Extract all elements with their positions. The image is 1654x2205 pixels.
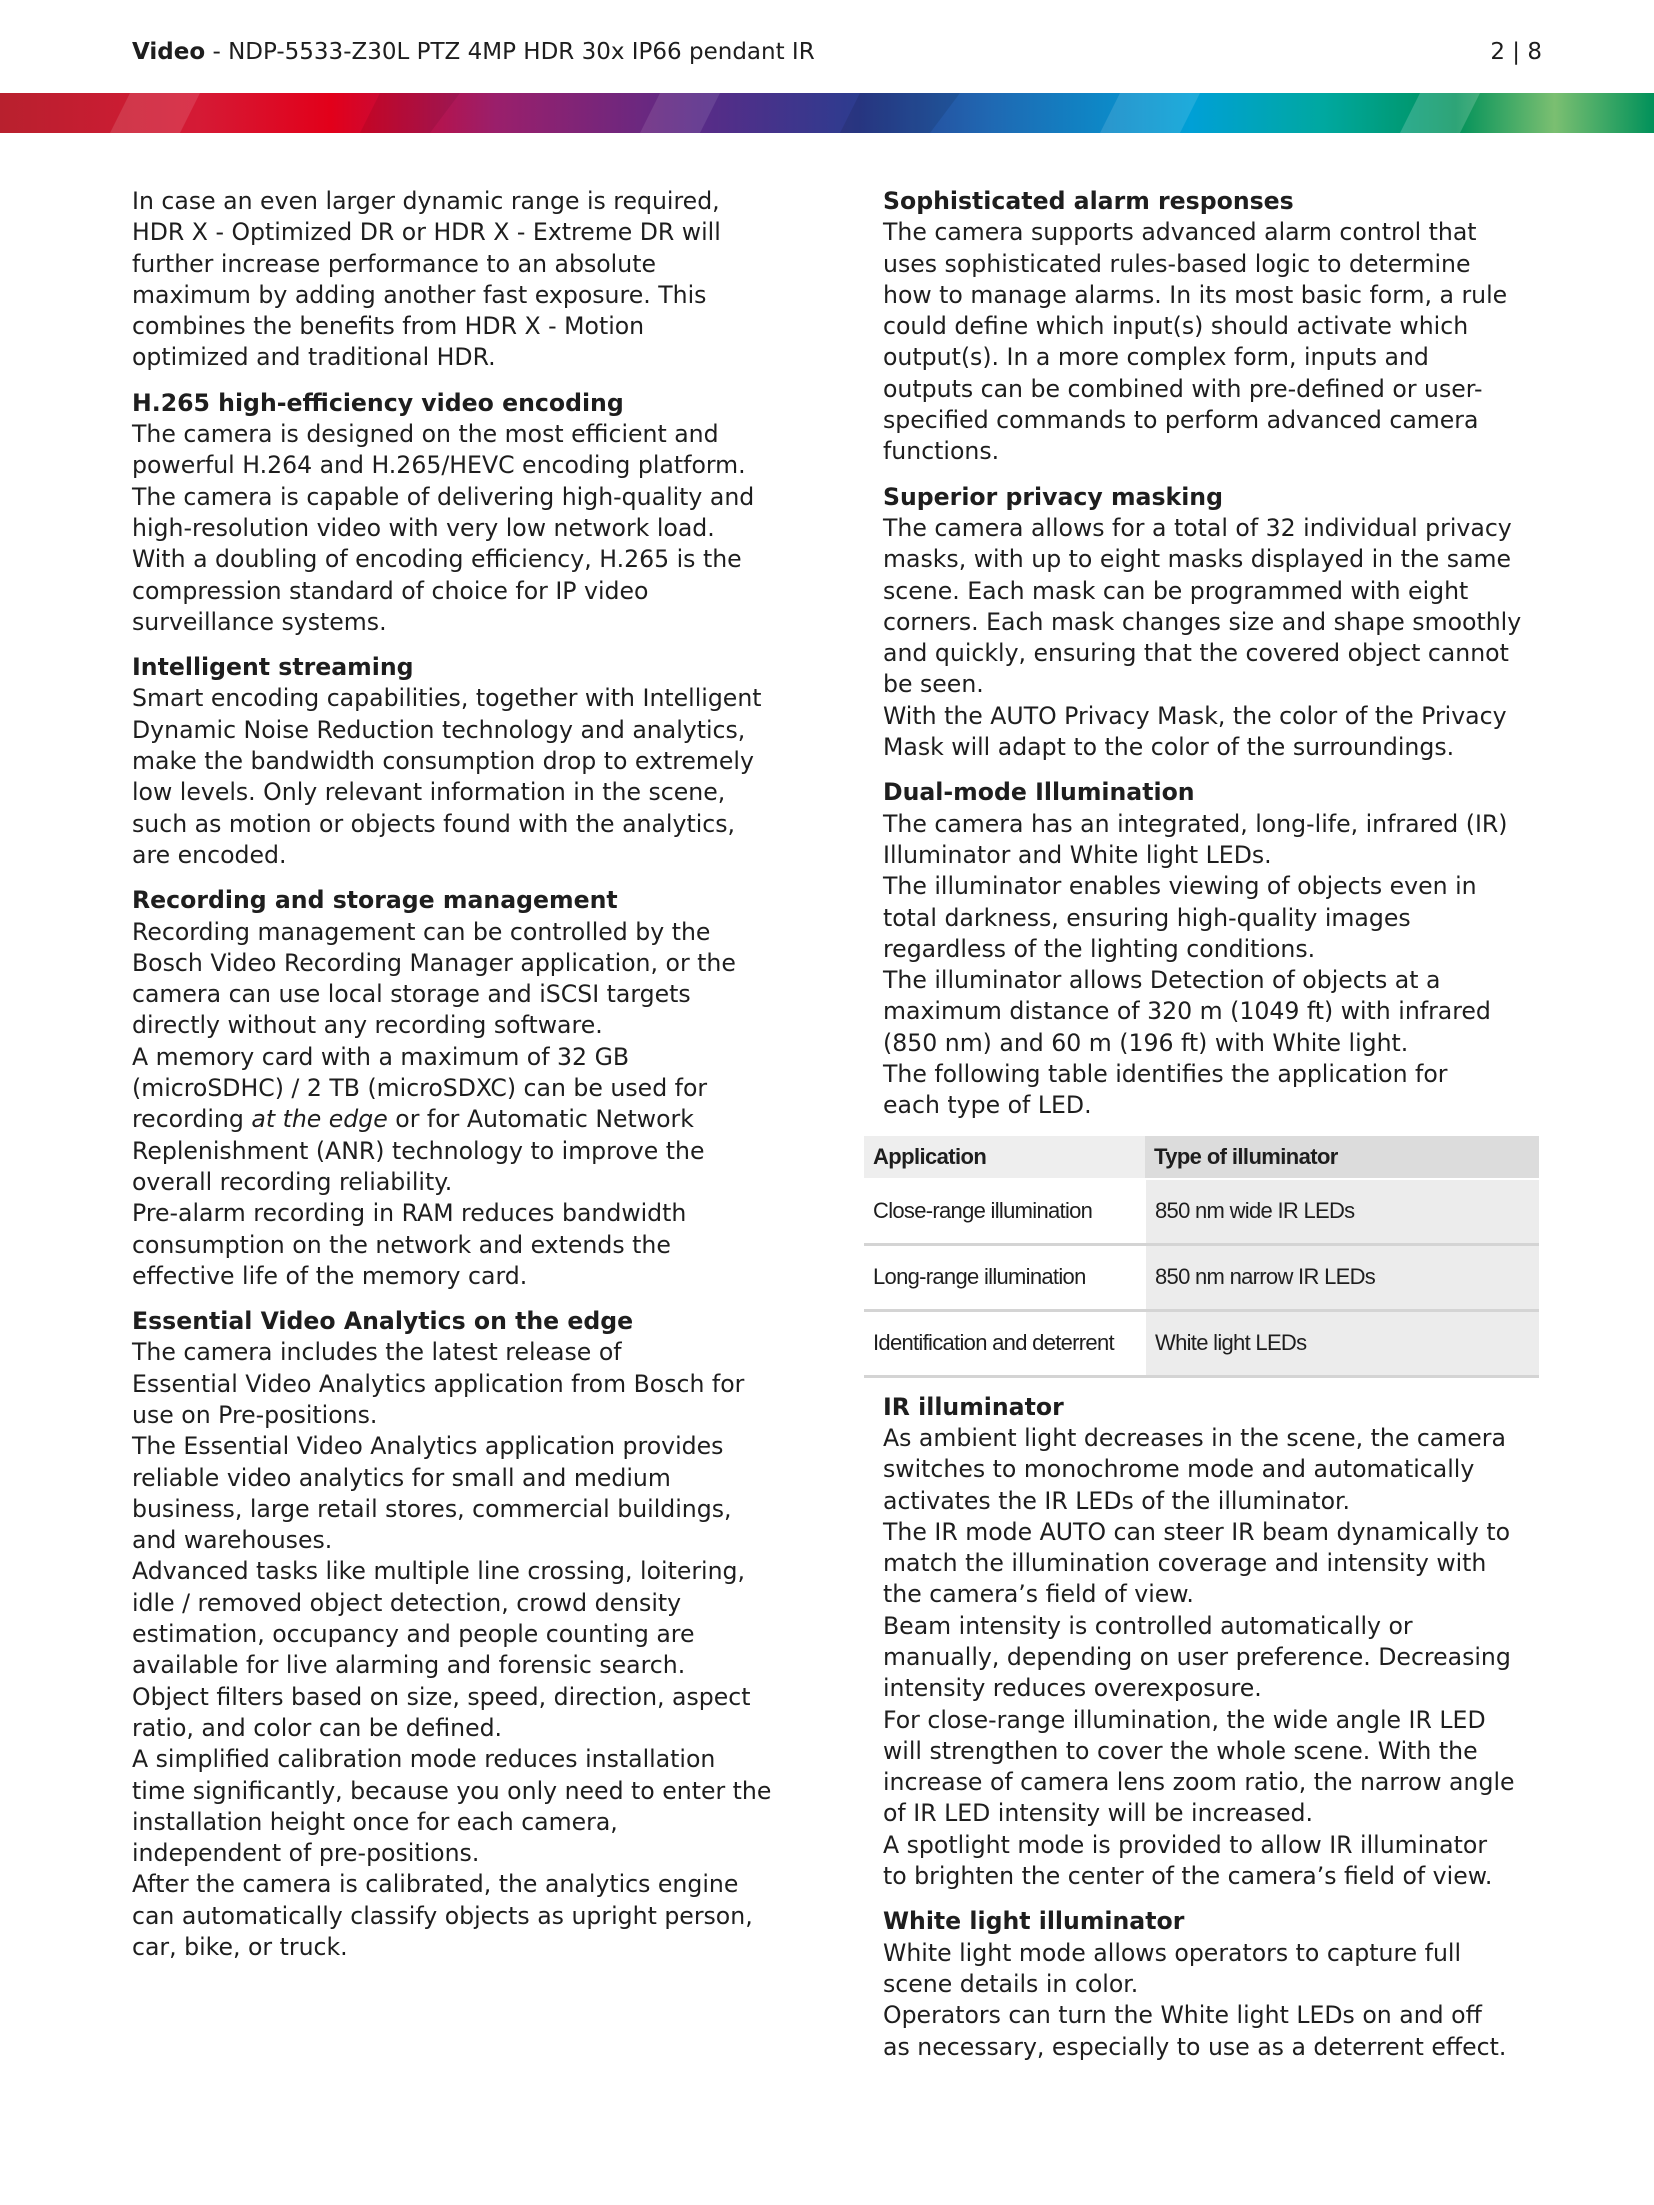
streaming-heading: Intelligent streaming (132, 653, 414, 682)
white-light-heading: White light illuminator (883, 1907, 1185, 1936)
recording-body-1: Recording management can be controlled by the Bosch Video Recording Manager application, or the camera can use local storage and iSCSI targets directly without any recording software. A memory card with a maximum of 32 GB (microSDHC) / 2 TB (microSDXC) can be used for recording (132, 917, 736, 1134)
privacy-heading: Superior privacy masking (883, 482, 1223, 511)
header-section: Video (132, 39, 206, 65)
eva-section (132, 1306, 812, 1963)
eva-heading: Essential Video Analytics on the edge (132, 1307, 634, 1336)
h265-section (132, 388, 812, 638)
table-row (864, 1244, 1539, 1310)
right-column (873, 186, 1543, 2077)
recording-body-2: or for Automatic Network Replenishment (ANR) technology to improve the overall recording reliability. Pre-alarm recording in RAM reduces bandwidth consumption on the network and extends the effective life of the memory card. (132, 1105, 705, 1290)
ir-body: As ambient light decreases in the scene, the camera switches to monochrome mode and automatically activates the IR LEDs of the illuminator. The IR mode AUTO can steer IR beam dynamically to match the illumination coverage and intensity with the camera’s field of view. Beam intensity is controlled automatically or manually, depending on user preference. Decreasing intensity reduces overexposure. For close-range illumination, the wide angle IR LED will strengthen to cover the whole scene. With the increase of camera lens zoom ratio, the narrow angle of IR LED intensity will be increased. A spotlight mode is provided to allow IR illuminator to brighten the center of the camera’s field of view. (883, 1423, 1515, 1891)
table-header-row (864, 1136, 1539, 1179)
page-number: 2 | 8 (1490, 39, 1542, 65)
white-light-section (883, 1906, 1543, 2062)
table-row (864, 1310, 1539, 1376)
left-column (132, 186, 812, 1977)
streaming-body: Smart encoding capabilities, together with Intelligent Dynamic Noise Reduction technology and analytics, make the bandwidth consumption drop to extremely low levels. Only relevant information in the scene, such as motion or objects found with the analytics, are encoded. (132, 684, 762, 869)
table-header-type: Type of illuminator (1145, 1136, 1539, 1179)
intro-paragraph: In case an even larger dynamic range is required, HDR X - Optimized DR or HDR X - Extreme DR will further increase performance to an absolute maximum by adding another fast exposure. This combines the benefits from HDR X - Motion optimized and traditional HDR. (132, 187, 721, 372)
table-cell-application: Close-range illumination (864, 1179, 1145, 1245)
table-cell-type: 850 nm wide IR LEDs (1145, 1179, 1539, 1245)
dual-mode-section (883, 777, 1543, 1121)
document-header (132, 36, 815, 68)
alarm-section (883, 186, 1543, 468)
ir-section (883, 1392, 1543, 1893)
table-cell-application: Identification and deterrent (864, 1310, 1145, 1376)
illuminator-table (864, 1136, 1539, 1378)
alarm-body: The camera supports advanced alarm control that uses sophisticated rules-based logic to determine how to manage alarms. In its most basic form, a rule could define which input(s) should activate which output(s). In a more complex form, inputs and outputs can be combined with pre-defined or user- specified commands to perform advanced camera functions. (883, 218, 1508, 466)
privacy-section (883, 482, 1543, 764)
white-light-body: White light mode allows operators to capture full scene details in color. Operators can turn the White light LEDs on and off as necessary, especially to use as a deterrent effect. (883, 1938, 1507, 2061)
recording-heading: Recording and storage management (132, 886, 618, 915)
eva-body: The camera includes the latest release of Essential Video Analytics application from Bosch for use on Pre-positions. The Essential Video Analytics application provides reliable video analytics for small and medium business, large retail stores, commercial buildings, and warehouses. Advanced tasks like multiple line crossing, loitering, idle / removed object detection, crowd density estimation, occupancy and people counting are available for live alarming and forensic search. Object filters based on size, speed, direction, aspect ratio, and color can be defined. A simplified calibration mode reduces installation time significantly, because you only need to enter the installation height once for each camera, independent of pre-positions. After the camera is calibrated, the analytics engine can automatically classify objects as upright person, car, bike, or truck. (132, 1338, 772, 1962)
streaming-section (132, 652, 812, 871)
h265-body: The camera is designed on the most efficient and powerful H.264 and H.265/HEVC encoding platform. The camera is capable of delivering high-quality and high-resolution video with very low network load. With a doubling of encoding efficiency, H.265 is the compression standard of choice for IP video surveillance systems. (132, 420, 755, 636)
recording-body-italic: at the edge (251, 1105, 388, 1134)
table-header-application: Application (864, 1136, 1145, 1179)
table-cell-type: White light LEDs (1145, 1310, 1539, 1376)
recording-section (132, 885, 812, 1292)
brand-color-band (0, 93, 1654, 133)
privacy-body: The camera allows for a total of 32 individual privacy masks, with up to eight masks displayed in the same scene. Each mask can be programmed with eight corners. Each mask changes size and shape smoothly and quickly, ensuring that the covered object cannot be seen. With the AUTO Privacy Mask, the color of the Privacy Mask will adapt to the color of the surroundings. (883, 513, 1522, 762)
dual-mode-body: The camera has an integrated, long-life, infrared (IR) Illuminator and White light LEDs. The illuminator enables viewing of objects even in total darkness, ensuring high-quality images regardless of the lighting conditions. The illuminator allows Detection of objects at a maximum distance of 320 m (1049 ft) with infrared (850 nm) and 60 m (196 ft) with White light. The following table identifies the application for each type of LED. (883, 809, 1508, 1120)
table-cell-type: 850 nm narrow IR LEDs (1145, 1244, 1539, 1310)
dual-mode-heading: Dual-mode Illumination (883, 778, 1195, 807)
h265-heading: H.265 high-efficiency video encoding (132, 388, 624, 417)
table-row (864, 1179, 1539, 1245)
header-title: - NDP-5533-Z30L PTZ 4MP HDR 30x IP66 pendant IR (205, 39, 815, 65)
table-cell-application: Long-range illumination (864, 1244, 1145, 1310)
ir-heading: IR illuminator (883, 1392, 1064, 1421)
alarm-heading: Sophisticated alarm responses (883, 187, 1294, 215)
